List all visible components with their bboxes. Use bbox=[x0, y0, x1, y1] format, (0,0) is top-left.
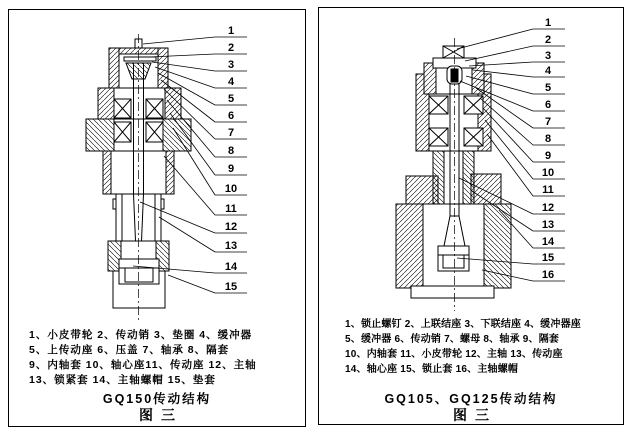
left-shoulder bbox=[406, 176, 438, 204]
right-parts-list bbox=[319, 317, 623, 377]
callout-number: 11 bbox=[225, 203, 237, 215]
callout-number: 6 bbox=[544, 99, 552, 111]
callout-number: 1 bbox=[544, 17, 552, 29]
left-drawing-body bbox=[86, 34, 191, 320]
callout-number: 10 bbox=[541, 167, 555, 179]
parts-line: 14、轴心座 15、锁止套 16、主轴螺帽 bbox=[345, 364, 519, 375]
callout-number: 10 bbox=[224, 183, 238, 195]
right-caption: GQ105、GQ125传动结构 bbox=[384, 392, 558, 406]
callout-number: 9 bbox=[544, 150, 552, 162]
parts-line: 5、缓冲器 6、传动销 7、螺母 8、轴承 9、隔套 bbox=[345, 334, 560, 345]
parts-line: 1、小皮带轮 2、传动销 3、垫圈 4、缓冲器 bbox=[29, 329, 253, 341]
callout-number: 7 bbox=[227, 127, 235, 139]
callout-number: 5 bbox=[227, 93, 235, 105]
callout-number: 6 bbox=[227, 110, 235, 122]
left-callout-numbers bbox=[225, 25, 238, 293]
parts-line: 5、上传动座 6、压盖 7、轴承 8、隔套 bbox=[29, 344, 230, 356]
callout-number: 14 bbox=[224, 261, 238, 273]
left-caption: GQ150传动结构 bbox=[102, 392, 212, 406]
right-callout-numbers bbox=[542, 17, 555, 281]
parts-line: 1、锁止螺钉 2、上联结座 3、下联结座 4、缓冲器座 bbox=[345, 319, 581, 330]
left-parts-list bbox=[9, 328, 305, 388]
callout-number: 13 bbox=[224, 240, 238, 252]
callout-number: 2 bbox=[227, 42, 235, 54]
callout-number: 13 bbox=[541, 219, 555, 231]
callout-number: 15 bbox=[541, 252, 555, 264]
right-shoulder bbox=[471, 174, 501, 204]
callout-number: 4 bbox=[544, 65, 552, 77]
callout-number: 11 bbox=[542, 184, 554, 196]
callout-number: 12 bbox=[224, 221, 238, 233]
callout-number: 15 bbox=[224, 281, 238, 293]
callout-number: 12 bbox=[541, 202, 555, 214]
callout-number: 9 bbox=[227, 163, 235, 175]
callout-number: 8 bbox=[227, 145, 235, 157]
left-figure-panel bbox=[8, 9, 306, 427]
callout-number: 3 bbox=[544, 50, 552, 62]
parts-line: 10、内轴套 11、小皮带轮 12、主轴 13、传动座 bbox=[345, 349, 563, 360]
callout-number: 5 bbox=[544, 82, 552, 94]
parts-line: 13、锁紧套 14、主轴螺帽 15、垫套 bbox=[29, 374, 216, 386]
callout-number: 4 bbox=[227, 76, 235, 88]
right-drawing-body bbox=[396, 38, 511, 311]
right-figure-panel bbox=[318, 7, 624, 425]
callout-number: 7 bbox=[544, 116, 552, 128]
callout-number: 8 bbox=[544, 133, 552, 145]
callout-number: 3 bbox=[227, 59, 235, 71]
left-figure-label: 图三 bbox=[139, 407, 183, 423]
callout-number: 16 bbox=[541, 269, 555, 281]
callout-number: 1 bbox=[227, 25, 235, 37]
washer bbox=[124, 57, 156, 61]
parts-line: 9、内轴套 10、轴心座11、传动座 12、主轴 bbox=[29, 359, 257, 371]
callout-number: 14 bbox=[541, 236, 555, 248]
callout-number: 2 bbox=[544, 34, 552, 46]
right-figure-label: 图三 bbox=[453, 407, 497, 423]
bottom-plate bbox=[411, 286, 494, 298]
